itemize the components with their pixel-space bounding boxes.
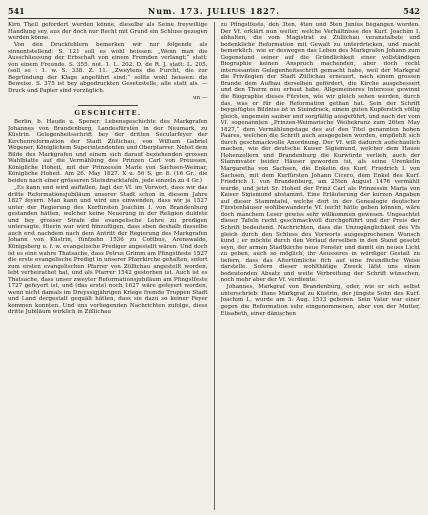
right-page-number: 542 xyxy=(403,6,420,16)
right-paragraph-2: Johannes, Markgraf von Brandenburg, oder, wie er sich selbst unterschrieb: Hans Markgraf zu Küstrin, der jüngste Sohn des Kurf. Joachim I., wurde am 3. Aug. 1513 geboren. Sein Vater war einer gegen die Reformation sehr eingenommenen, aber von der Mutter, Elisabeth, einer dänischen xyxy=(220,284,420,317)
end-mark: un — xyxy=(192,95,208,102)
section-separator xyxy=(78,105,138,106)
entry-paragraph-2: „Es kann und wird auffallen, fagt der Vf. im Vorwort, dass wir das dritte Reformationsjubiläum unserer Stadt schon in diesem Jahre 1827 feyern. Man kann und wird uns einwenden, dass wir ja 1527 unter der Regierung des Kurfürsten Joachim I. von Brandenburg gestanden hätten, welcher keine Neuerung in der Religion duldete und bey grosser Strafe die evangelische Lehre zu predigen untersagte. Hierin war wird hinzufügen, dass eben deshalb dasselbe auch erst nachdem nach dem Antritt der Regierung des Markgrafen Johann von Küstrin, fünfzehn 1536 zu Cottbus, Arenswalde, Königsberg u. f. w. evangelische Prediger angestellt wären. Und doch ist es eine wahre Thatsache, dass Petrus Grimm am Pfingstfeste 1527 die erste evangelische Predigt in unserer Pfarrkirche gehalten, sofort zum ersten evangelischen Pfarrer von Züllichau angestellt worden, lebt verheirathet hat, und als Pfarrer 1542 gestorben ist. Auch ist es Thatsache, dass unser zweyter Reformationsjubiläum am Pfingstfeste 1727 gefeyert ist, und (das erste) noch 1627 wäre gefeyert worden, wenn nicht damals im Dreyssigjährigen Kriege fremde Truppen Stadt und Land dergestalt gequält hätten, dass sie dazu so keiner Feyer kommen konnten. Und uns vorliegenden Nachrichten zufolge, diess dritte Jubiläum wirklich in Züllichau xyxy=(8,185,208,316)
intro-paragraph-2: Von den Druckfehlern bemerken wir nur folgende als sinnentstellend: S. 121 soll es wohl heissen: „Wenn man die Ausschliessung der Erbschaft von einem Fremden verlangt;“ statt: von einem Freunde. S. 355. not. 1. L. 202. D. de R. J. statt: L. 205. (soll so : 1. w. S. 338. Z. 11. „Zweytens die Furcht, die zur Begründung der Klage angeführt sind;“ sollte wohl heissen: die Beweise. S. 375 ist bey abgedruckten Gesetzstelle, alle statt als. — Druck und Papier sind vorzüglich. xyxy=(8,42,208,94)
left-page-number: 541 xyxy=(8,6,25,16)
column-divider xyxy=(214,22,215,510)
left-column xyxy=(8,22,208,510)
entry-paragraph-1: Berlin, b. Haude u. Spener: Lebensgeschichte des Markgrafen Johannes von Brandenburg, Landesfürsten in der Neumark, zu Küstrin. Gelegenheitsschrift bey der dritten Secularfeyer der Kirchenreformation der Stadt Züllichau, von William Gabriel Wegener, Königlichem Superintendenten und Oberpfarrer. Nebst dem Bilde des Markgrafen und einem sich darauf beziehenden grossen Wahlblatte auf die Vermählung des Prinzen Carl von Preussen, Königliche Hoheit, mit der Prinzessin Marie von Sachsen-Weimar, Königliche Hoheit. Am 26. May 1827. X u. 56 S. gr. 8. (16 Gr., die beiden nach einer grösseren Steindrucktafeln, jede einzeln zu 4 Gr.) xyxy=(8,119,208,185)
right-paragraph-1: zu Pfingstfeste, den 3ten, 4ten und 5ten Junius begangen worden. Der Vf. erklärt nun weiter, welche Verhältnisse des Kurf. Joachim I. abhalten, die vom Magistrat zu Züllichau veranstaltete und bedenkliche Reformation mit Gewalt zu unterdrücken, und macht bemerklich, wie er deswegen das Leben des Markgrafen Johann zum Gegenstand seiner auf die Gründlichkeit einer vollständigen Biographie keinen Anspruch machenden, aber doch recht interessanten Gelegenheitsschrift gemacht habe, weil der Markgraf die Privilegien der Stadt Züllichau erneuert, nach einem grossen Brande dem Aufbau derselben gefördert, die Kirche ausgebessert und den Thurm neu erbaut habe. Allgemeineres Interesse gewinnt die Biographie dieses Fürsten, wie wir gleich sehen werden, durch das, was er für die Reformation gethan hat. Sein der Schrift beygefügtes Bildniss ist in Steindruck, einem guten Kupferstich völlig gleich, ungemein sauber und sorgfältig ausgeführt, und nach der vom Vf. sogenannten „Prinzen-Weimarische Weihekranz zum 26ten May 1827,“ dem Vermählungstage des auf den Titel genannten hohen Paares, welchen die Schrift auch ausgegeben worden, empfiehlt sich durch geschmackvolle Anordnung. Der Vf. will dadurch aufschaulich machen, wie der deutsche Kaiser Sigismund, welcher dem Hause Hohenzollern und Brandenburg die Kurwürde verlieh, auch der Stammvater beider Häuser geworden ist, als seine Urenkelin Margaretha von Sachsen, die Enkelin des Kurf. Friedrich I. von Sachsen, mit dem Kurfürsten Johann Cicero, dem Enkel des Kurf. Friedrich I. von Brandenburg, am 25ten August 1476 vermählt wurde, und jetzt Sr. Hoheit der Prinz Carl als Prinzessin Maria von Kaiser Sigismund abstammt. Eine Erläuterung der kurzen Angaben auf dieser Stammtafel, welche dort in der Genealogie deutscher Fürstenhäuser wohlbewanderte Vf. leicht hätte geben können, wäre doch manchem Leser gewiss sehr willkommen gewesen. Ungeachtet dieser Tafeln recht geschmackvoll durchgeführt und der Preis der Schrift bedeutend. Nachrichten, dass die Unzugänglichkeit des Vfs gleich durch den Schluss des Vorworts ausgesprochenen Wunsch kund ; er möchte durch den Verlauf derselben in den Stand gesetzt seyn, der armen Stadtkirche neue Fenster und damit ein neues Licht zu geben, auch so möglich, ihr Aeusseres in würdiger Gestalt zu liefern, dass das Altertümliche fich auf eine freundliche Weise darstelle. Sofern dieser wohlthätige Zweck läfst uns einen bedeutenden Absatz und weite Verbreitung der Schrift wünschen, noch mehr aber der Vf. verdiente. xyxy=(220,22,420,284)
right-column xyxy=(221,22,421,510)
issue-line: Num. 173. JULIUS 1827. xyxy=(147,6,281,16)
intro-paragraph-1: Kirn Theil gefordert werden könne, dieselbe als Seine freywillige Handlung sey, aus der doch nur Recht mit Grund ein Schluss gezogen werden könne. xyxy=(8,22,208,42)
section-title: GESCHICHTE. xyxy=(74,108,142,117)
text-columns xyxy=(8,22,420,510)
page-header xyxy=(8,6,420,19)
